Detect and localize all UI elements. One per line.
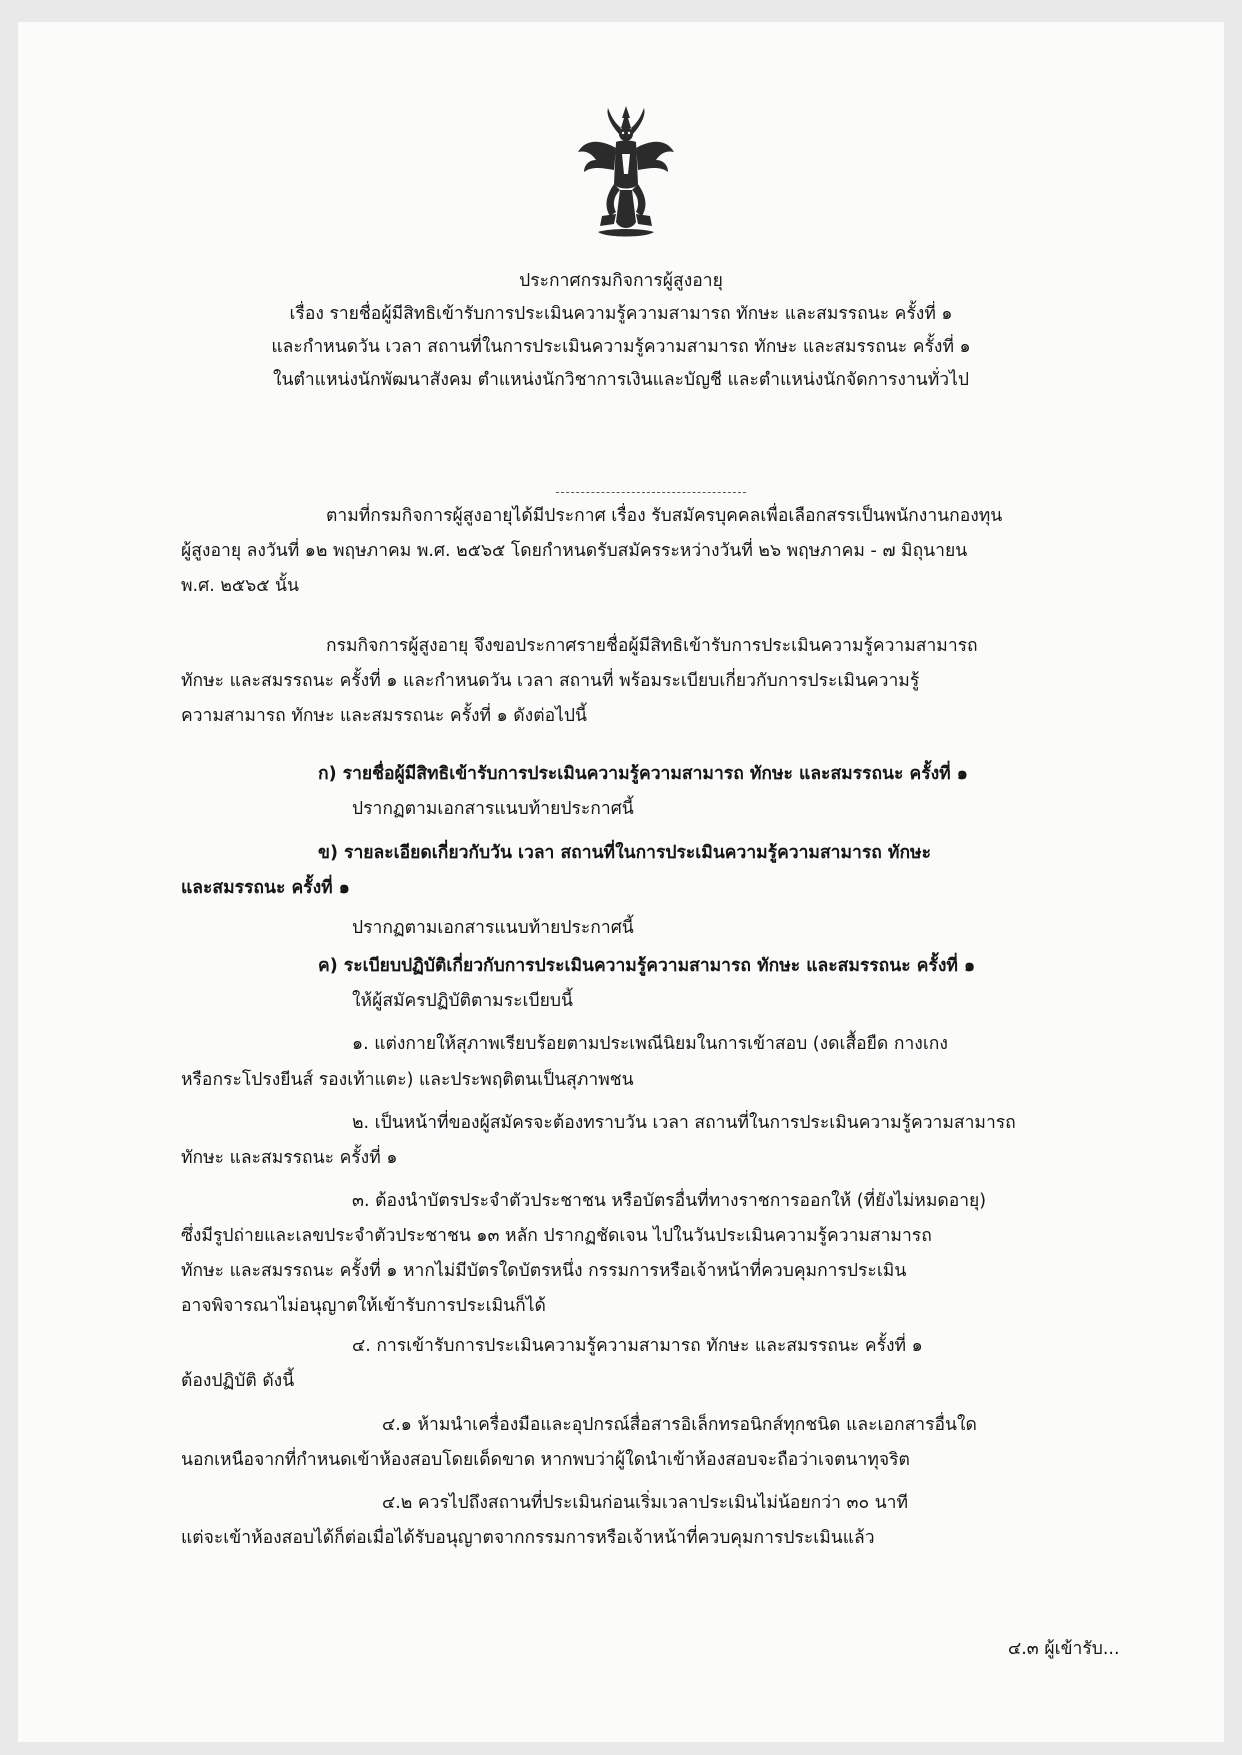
rule-4-1-line-1: ๔.๑ ห้ามนำเครื่องมือและอุปกรณ์สื่อสารอิเล็กทรอนิกส์ทุกชนิด และเอกสารอื่นใด: [382, 1415, 977, 1435]
rule-3-line-3: ทักษะ และสมรรถนะ ครั้งที่ ๑ หากไม่มีบัตรใดบัตรหนึ่ง กรรมการหรือเจ้าหน้าที่ควบคุมการประเมิน: [181, 1261, 907, 1281]
title-separator: [556, 492, 746, 493]
garuda-emblem-icon: [576, 104, 676, 244]
paragraph-2-line-1: กรมกิจการผู้สูงอายุ จึงขอประกาศรายชื่อผู้มีสิทธิเข้ารับการประเมินความรู้ความสามารถ: [326, 636, 978, 656]
rule-3-line-1: ๓. ต้องนำบัตรประจำตัวประชาชน หรือบัตรอื่นที่ทางราชการออกให้ (ที่ยังไม่หมดอายุ): [352, 1191, 987, 1211]
rule-4-2-line-1: ๔.๒ ควรไปถึงสถานที่ประเมินก่อนเริ่มเวลาประเมินไม่น้อยกว่า ๓๐ นาที: [382, 1493, 909, 1513]
rule-4-1-line-2: นอกเหนือจากที่กำหนดเข้าห้องสอบโดยเด็ดขาด หากพบว่าผู้ใดนำเข้าห้องสอบจะถือว่าเจตนาทุจริต: [181, 1450, 910, 1470]
paragraph-2-line-2: ทักษะ และสมรรถนะ ครั้งที่ ๑ และกำหนดวัน เวลา สถานที่ พร้อมระเบียบเกี่ยวกับการประเมินความรู้: [181, 671, 920, 691]
rule-1-line-1: ๑. แต่งกายให้สุภาพเรียบร้อยตามประเพณีนิยมในการเข้าสอบ (งดเสื้อยืด กางเกง: [352, 1034, 948, 1054]
rule-4-line-1: ๔. การเข้ารับการประเมินความรู้ความสามารถ ทักษะ และสมรรถนะ ครั้งที่ ๑: [352, 1336, 923, 1356]
section-b-heading: ข) รายละเอียดเกี่ยวกับวัน เวลา สถานที่ในการประเมินความรู้ความสามารถ ทักษะ: [318, 843, 931, 863]
subject-line-2: และกำหนดวัน เวลา สถานที่ในการประเมินความรู้ความสามารถ ทักษะ และสมรรถนะ ครั้งที่ ๑: [271, 337, 971, 357]
paragraph-2-line-3: ความสามารถ ทักษะ และสมรรถนะ ครั้งที่ ๑ ดังต่อไปนี้: [181, 706, 587, 726]
paragraph-1-line-1: ตามที่กรมกิจการผู้สูงอายุได้มีประกาศ เรื่อง รับสมัครบุคคลเพื่อเลือกสรรเป็นพนักงานกองทุน: [326, 506, 1003, 526]
page-continuation: ๔.๓ ผู้เข้ารับ...: [1008, 1639, 1120, 1659]
rule-4-2-line-2: แต่จะเข้าห้องสอบได้ก็ต่อเมื่อได้รับอนุญาตจากกรรมการหรือเจ้าหน้าที่ควบคุมการประเมินแล้ว: [181, 1528, 875, 1548]
announcement-title: ประกาศกรมกิจการผู้สูงอายุ: [519, 271, 723, 291]
rule-2-line-1: ๒. เป็นหน้าที่ของผู้สมัครจะต้องทราบวัน เวลา สถานที่ในการประเมินความรู้ความสามารถ: [352, 1113, 1016, 1133]
section-c-heading: ค) ระเบียบปฏิบัติเกี่ยวกับการประเมินความรู้ความสามารถ ทักษะ และสมรรถนะ ครั้งที่ ๑: [318, 956, 976, 976]
paragraph-1-line-2: ผู้สูงอายุ ลงวันที่ ๑๒ พฤษภาคม พ.ศ. ๒๕๖๕ โดยกำหนดรับสมัครระหว่างวันที่ ๒๖ พฤษภาคม - ๗ มิถุนายน: [181, 541, 968, 561]
section-a-detail: ปรากฏตามเอกสารแนบท้ายประกาศนี้: [352, 799, 634, 819]
rule-3-line-4: อาจพิจารณาไม่อนุญาตให้เข้ารับการประเมินก็ได้: [181, 1296, 546, 1316]
rule-4-line-2: ต้องปฏิบัติ ดังนี้: [181, 1371, 295, 1391]
section-b-detail: ปรากฏตามเอกสารแนบท้ายประกาศนี้: [352, 918, 634, 938]
paragraph-1-line-3: พ.ศ. ๒๕๖๕ นั้น: [181, 576, 299, 596]
rule-1-line-2: หรือกระโปรงยีนส์ รองเท้าแตะ) และประพฤติตนเป็นสุภาพชน: [181, 1070, 634, 1090]
section-b-heading-cont: และสมรรถนะ ครั้งที่ ๑: [181, 878, 350, 898]
section-a-heading: ก) รายชื่อผู้มีสิทธิเข้ารับการประเมินความรู้ความสามารถ ทักษะ และสมรรถนะ ครั้งที่ ๑: [318, 764, 968, 784]
rule-3-line-2: ซึ่งมีรูปถ่ายและเลขประจำตัวประชาชน ๑๓ หลัก ปรากฏชัดเจน ไปในวันประเมินความรู้ความสามารถ: [181, 1226, 932, 1246]
section-c-detail: ให้ผู้สมัครปฏิบัติตามระเบียบนี้: [352, 991, 573, 1011]
subject-line-1: เรื่อง รายชื่อผู้มีสิทธิเข้ารับการประเมินความรู้ความสามารถ ทักษะ และสมรรถนะ ครั้งที่ ๑: [289, 304, 953, 324]
subject-line-3: ในตำแหน่งนักพัฒนาสังคม ตำแหน่งนักวิชาการเงินและบัญชี และตำแหน่งนักจัดการงานทั่วไป: [272, 370, 970, 390]
rule-2-line-2: ทักษะ และสมรรถนะ ครั้งที่ ๑: [181, 1148, 398, 1168]
